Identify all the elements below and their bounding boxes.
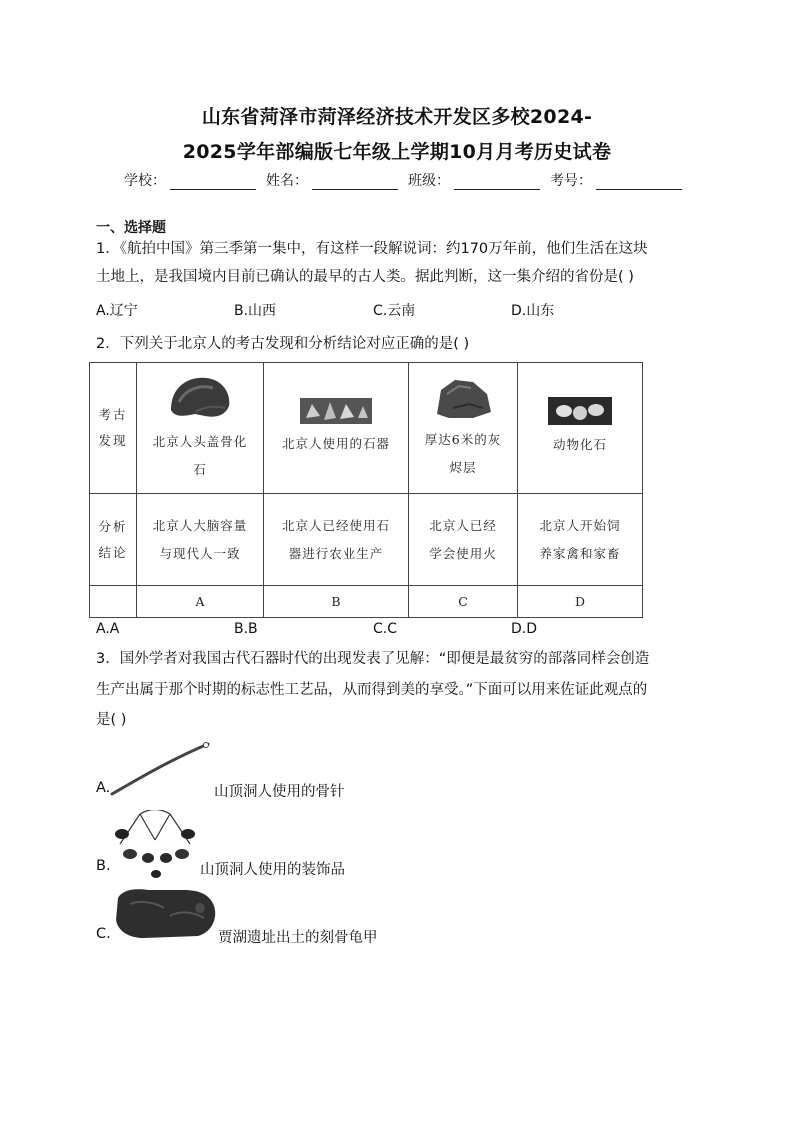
carved-turtle-shell-image <box>114 886 218 942</box>
skull-cap-image <box>165 372 235 422</box>
stone-tools-image <box>300 398 372 424</box>
evidence-table <box>89 362 643 618</box>
row-header-discovery: 考古 发现 <box>90 363 137 494</box>
letter-row <box>90 586 643 618</box>
discovery-cell-d: 动物化石 <box>518 363 643 494</box>
conclusion-cell-a: 北京人大脑容量 与现代人一致 <box>137 494 264 586</box>
exam-title-line1: 山东省菏泽市菏泽经济技术开发区多校2024- <box>201 106 593 128</box>
letter-b: B <box>264 586 409 618</box>
discovery-cell-c: 厚达6米的灰 烬层 <box>409 363 518 494</box>
question-3-line3: 是( ) <box>96 712 127 728</box>
discovery-cell-a: 北京人头盖骨化 石 <box>137 363 264 494</box>
conclusion-cell-b: 北京人已经使用石 器进行农业生产 <box>264 494 409 586</box>
name-field[interactable]: 姓名： <box>266 170 404 190</box>
q3-option-c[interactable]: C. 贾湖遗址出土的刻骨龟甲 <box>96 886 496 946</box>
question-3-line1: 3．国外学者对我国古代石器时代的出现发表了见解：“即便是最贫穷的部落同样会创造 <box>96 651 650 667</box>
q1-option-c[interactable]: C.云南 <box>373 303 416 319</box>
q2-option-c[interactable]: C.C <box>373 621 398 637</box>
q3-option-b[interactable]: B. 山顶洞人使用的装饰品 <box>96 810 496 882</box>
discovery-row <box>90 363 643 494</box>
question-2-stem: 2．下列关于北京人的考古发现和分析结论对应正确的是( ) <box>96 336 470 352</box>
q2-option-b[interactable]: B.B <box>234 621 258 637</box>
ornament-necklace-image <box>110 810 200 882</box>
ash-layer-image <box>433 374 493 420</box>
class-field[interactable]: 班级： <box>408 170 546 190</box>
exam-title-line2: 2025学年部编版七年级上学期10月月考历史试卷 <box>182 141 612 163</box>
row-header-conclusion: 分析 结论 <box>90 494 137 586</box>
discovery-cell-b: 北京人使用的石器 <box>264 363 409 494</box>
q2-option-d[interactable]: D.D <box>511 621 538 637</box>
animal-fossil-image <box>548 397 612 425</box>
q1-option-d[interactable]: D.山东 <box>511 303 555 319</box>
q1-option-a[interactable]: A.辽宁 <box>96 303 138 319</box>
conclusion-cell-d: 北京人开始饲 养家禽和家畜 <box>518 494 643 586</box>
school-field[interactable]: 学校： <box>124 170 262 190</box>
letter-a: A <box>137 586 264 618</box>
student-info-fields <box>124 170 692 190</box>
question-1-line1: 1．《航拍中国》第三季第一集中，有这样一段解说词：约170万年前，他们生活在这块 <box>96 241 648 257</box>
q1-option-b[interactable]: B.山西 <box>234 303 277 319</box>
letter-d: D <box>518 586 643 618</box>
bone-needle-image <box>110 740 212 796</box>
q2-option-a[interactable]: A.A <box>96 621 120 637</box>
section-title: 一、选择题 <box>96 220 166 236</box>
conclusion-cell-c: 北京人已经 学会使用火 <box>409 494 518 586</box>
question-3-line2: 生产出属于那个时期的标志性工艺品，从而得到美的享受。”下面可以用来佐证此观点的 <box>96 682 648 698</box>
q3-option-a[interactable]: A. 山顶洞人使用的骨针 <box>96 740 496 800</box>
letter-c: C <box>409 586 518 618</box>
exam-number-field[interactable]: 考号： <box>550 170 688 190</box>
conclusion-row <box>90 494 643 586</box>
question-1-line2: 土地上，是我国境内目前已确认的最早的古人类。据此判断，这一集介绍的省份是( ) <box>96 269 634 285</box>
letter-row-blank <box>90 586 137 618</box>
